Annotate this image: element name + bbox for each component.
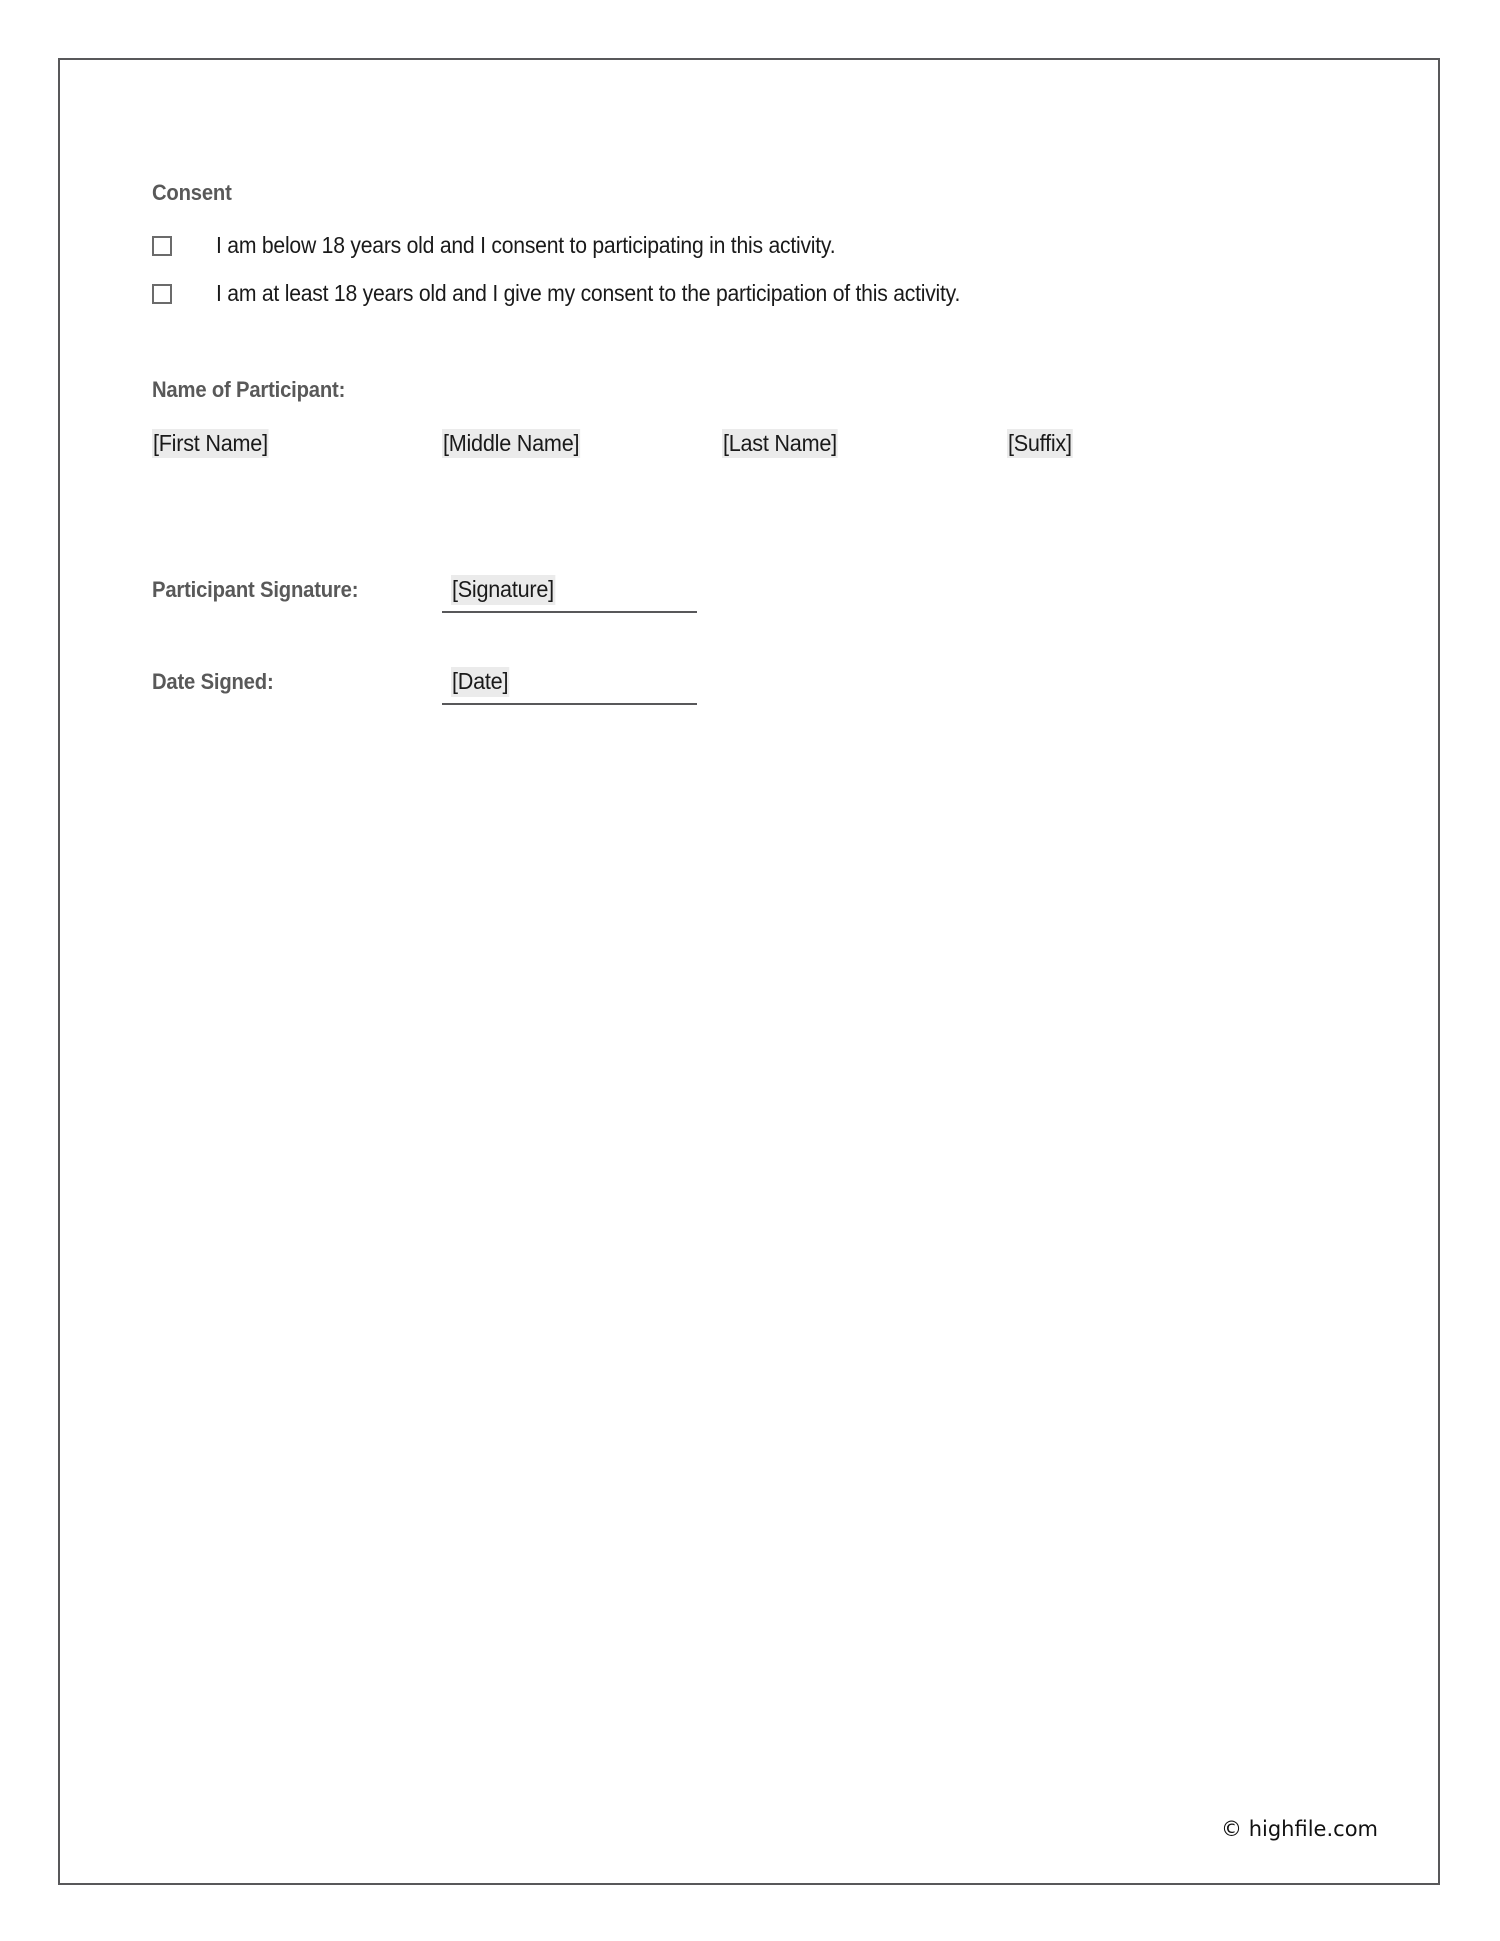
document-page xyxy=(58,58,1440,1885)
participant-signature-label: Participant Signature: xyxy=(152,576,359,602)
first-name-field[interactable]: [First Name] xyxy=(152,429,269,458)
consent-checkbox-below-18[interactable] xyxy=(152,236,172,256)
name-fields-row xyxy=(152,429,1342,463)
participant-signature-field[interactable]: [Signature] xyxy=(451,575,555,606)
consent-option-row-2[interactable] xyxy=(152,280,1342,306)
date-signed-row xyxy=(152,667,1342,731)
consent-option-label-2: I am at least 18 years old and I give my consent to the participation of this activity. xyxy=(216,280,961,307)
consent-section xyxy=(152,180,1342,307)
date-signed-line[interactable] xyxy=(442,667,697,705)
document-body xyxy=(152,180,1342,731)
footer-credit: © highfile.com xyxy=(1221,1817,1378,1841)
consent-option-label-1: I am below 18 years old and I consent to participating in this activity. xyxy=(216,232,836,258)
date-signed-label: Date Signed: xyxy=(152,668,274,694)
consent-heading: Consent xyxy=(152,180,232,205)
signature-section xyxy=(152,575,1342,731)
consent-heading-row xyxy=(152,180,1342,206)
name-of-participant-label: Name of Participant: xyxy=(152,376,346,402)
last-name-field[interactable]: [Last Name] xyxy=(722,429,838,458)
date-signed-field[interactable]: [Date] xyxy=(451,667,509,698)
participant-signature-line[interactable] xyxy=(442,575,697,613)
name-of-participant-section xyxy=(152,377,1342,463)
consent-option-row-1[interactable] xyxy=(152,232,1342,258)
middle-name-field[interactable]: [Middle Name] xyxy=(442,429,580,458)
suffix-field[interactable]: [Suffix] xyxy=(1007,429,1073,458)
participant-signature-row xyxy=(152,575,1342,639)
consent-checkbox-at-least-18[interactable] xyxy=(152,284,172,304)
